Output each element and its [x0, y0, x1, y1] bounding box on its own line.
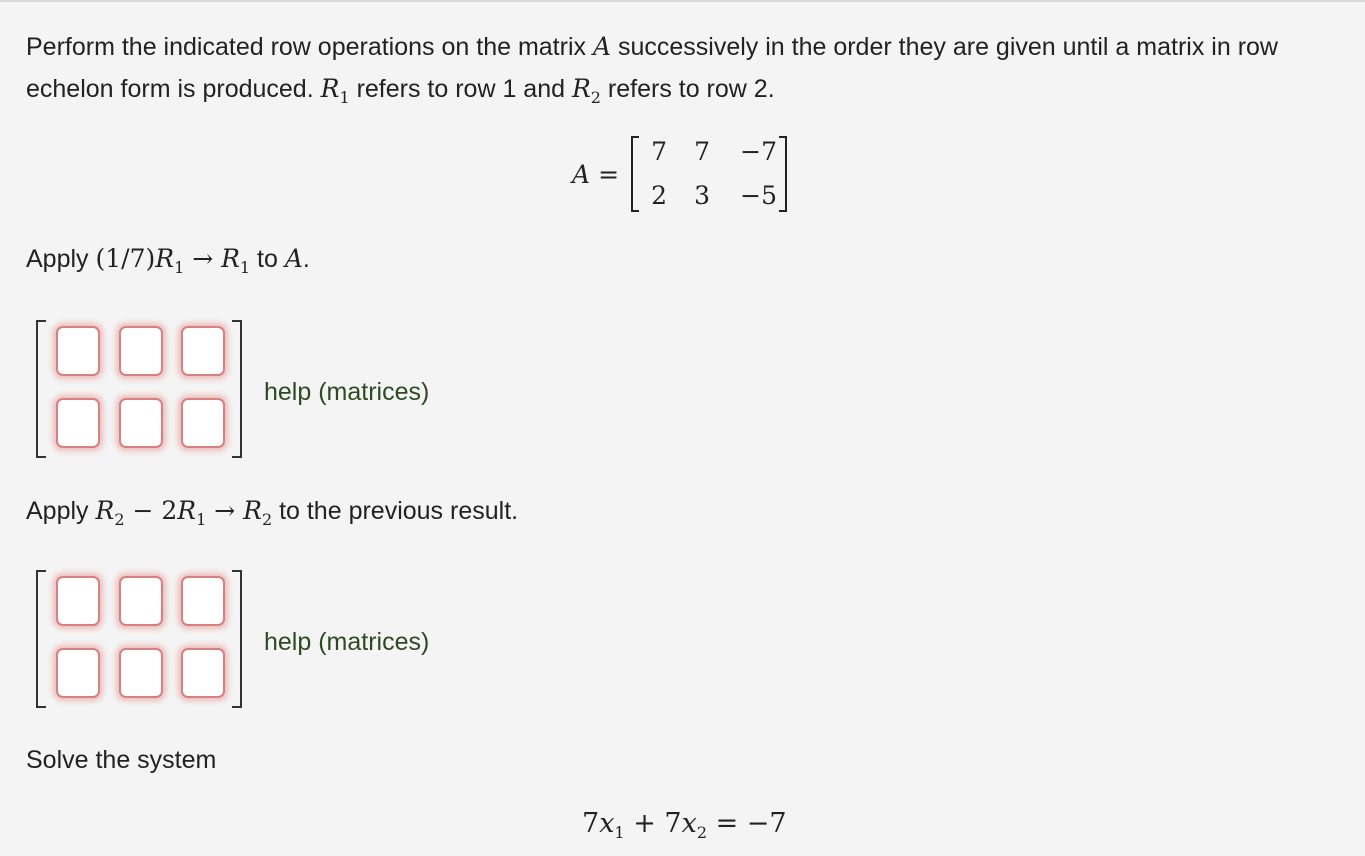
- intro-text-1: Perform the indicated row operations on the matrix: [26, 33, 593, 61]
- matrix-cell-input[interactable]: [56, 576, 100, 626]
- matrix-cell-input[interactable]: [181, 576, 225, 626]
- matrix-cell-input[interactable]: [181, 398, 225, 448]
- r1-symbol: $R_1$: [320, 74, 350, 107]
- top-border: [0, 0, 1365, 2]
- matrix-cell-input[interactable]: [119, 398, 163, 448]
- problem-statement: [26, 26, 1326, 113]
- intro-text-4: refers to row 2.: [600, 75, 775, 103]
- intro-text-3: refers to row 1 and: [349, 75, 572, 103]
- right-bracket: [232, 320, 242, 458]
- matrix-a-display: [572, 134, 787, 214]
- intro-text-2: successively in the order they are given until a matrix in row echelon form is produced.: [26, 33, 1278, 103]
- step2-instruction: Apply $R_2 - 2R_1 \to R_2$ to the previous result.: [26, 496, 519, 529]
- left-bracket: [36, 570, 46, 708]
- matrix-a-entry: 7: [694, 137, 710, 166]
- right-bracket: [232, 570, 242, 708]
- matrix-cell-input[interactable]: [56, 398, 100, 448]
- solve-system-label: Solve the system: [26, 746, 217, 774]
- matrix-cell-input[interactable]: [56, 648, 100, 698]
- matrix-a-label: A: [572, 159, 591, 189]
- r2-symbol: $R_2$: [571, 74, 601, 107]
- matrix-a-entry: −5: [740, 181, 778, 210]
- equals-sign: =: [598, 159, 620, 189]
- matrix-cell-input[interactable]: [181, 648, 225, 698]
- answer-matrix-2: [36, 570, 246, 708]
- matrix-a-grid: [641, 134, 777, 214]
- matrix-a-entry: 7: [651, 137, 667, 166]
- matrix-a-entry: 2: [651, 181, 667, 210]
- step1-instruction: Apply $(1/7)R_1 \to R_1$ to A.: [26, 244, 310, 277]
- matrix-cell-input[interactable]: [56, 326, 100, 376]
- matrix-cell-input[interactable]: [119, 648, 163, 698]
- matrix-cell-input[interactable]: [119, 326, 163, 376]
- matrix-a-brackets: [631, 134, 787, 214]
- matrix-cell-input[interactable]: [119, 576, 163, 626]
- matrix-a-symbol: A: [592, 32, 612, 61]
- matrix-a-entry: −7: [740, 137, 778, 166]
- matrix-a-entry: 3: [694, 181, 710, 210]
- answer-matrix-1: [36, 320, 246, 458]
- help-matrices-link[interactable]: help (matrices): [264, 378, 430, 406]
- matrix-cell-input[interactable]: [181, 326, 225, 376]
- help-matrices-link[interactable]: help (matrices): [264, 628, 430, 656]
- system-equation-1: $7x_1 + 7x_2 = -7$: [582, 808, 787, 842]
- left-bracket: [36, 320, 46, 458]
